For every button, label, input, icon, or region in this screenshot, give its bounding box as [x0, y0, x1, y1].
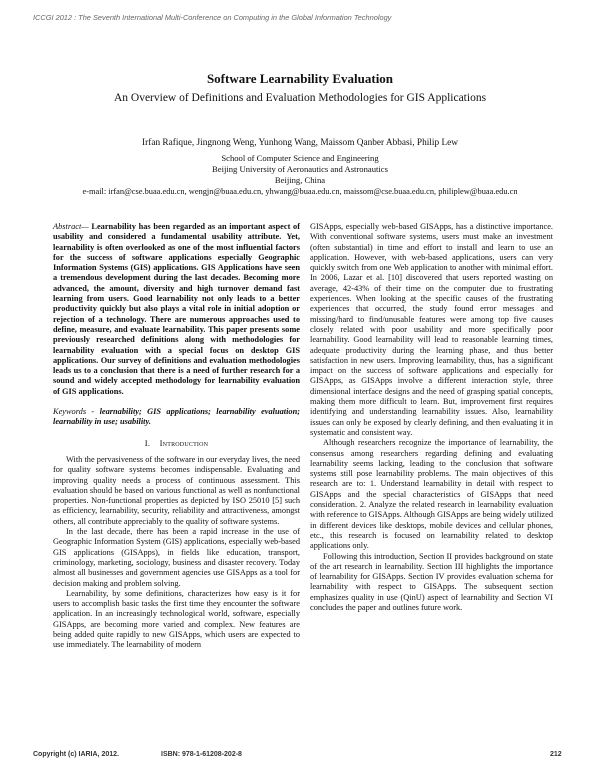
author-list: Irfan Rafique, Jingnong Weng, Yunhong Wang, Maissom Qanber Abbasi, Philip Lew — [142, 138, 458, 148]
left-column — [53, 222, 300, 651]
abstract-label: Abstract— — [53, 222, 89, 231]
paper-subtitle: An Overview of Definitions and Evaluation Methodologies for GIS Applications — [113, 92, 487, 104]
paper-title: Software Learnability Evaluation — [206, 71, 394, 86]
section-title: Introduction — [159, 437, 209, 448]
section-heading-introduction — [53, 438, 300, 448]
body-paragraph: In the last decade, there has been a rapid increase in the use of Geographic Information System (GIS) applications, especially web-based GIS applications (GISApps), in fields like education, transport, criminology, marketing, sociology, business and disaster recovery. Today almost all businesses and government agencies use GISApps as a tool for decision making and problem solving. — [53, 527, 300, 588]
body-paragraph: With the pervasiveness of the software in our everyday lives, the need for quality software systems becomes indispensable. Evaluating and improving quality needs a process of continuous assessment. This evaluation should be based on various functional as well as nonfunctional properties. Non-functional properties as depicted by ISO 25010 [5] such as efficiency, learnability, security, reliability and attractiveness, amongst others, all contribute appreciably to the quality of software systems. — [53, 454, 300, 526]
author-emails: e-mail: irfan@cse.buaa.edu.cn, wengjn@buaa.edu.cn, yhwang@buaa.edu.cn, maissom@cse.buaa.edu.cn, philiplew@buaa.edu.cn — [82, 187, 518, 196]
body-paragraph: Following this introduction, Section II provides background on state of the art research in learnability. Section III highlights the importance of learnability for GISApps. Section IV provides evaluation schema for learnability with respect to GISApps. The subsequent section emphasizes quality in use (QinU) aspect of learnability and Section VI concludes the paper and outlines future work. — [310, 551, 553, 612]
abstract-text: Learnability has been regarded as an important aspect of usability and considered a fundamental usability attribute. Yet, learnability is often overlooked as one of the most influential factors for the success of software applications especially Geographic Information Systems (GIS) applications. GIS Applications have seen a tremendous development during the last decades. Becoming more advanced, the amount, diversity and high turnover demand fast learning from users. Good learnability not only leads to a better productivity quickly but also plays a vital role in initial adoption or rejection of a technology. There are numerous approaches used to define, measure, and evaluate learnability. This paper presents some previously researched definitions along with methodologies for learnability evaluation with a special focus on desktop GIS applications. Our survey of definitions and evaluation methodologies leads us to a conclusion that there is a need of further research for a sound and widely accepted methodology for learnability evaluation of GIS applications. — [53, 222, 300, 396]
body-paragraph: Learnability, by some definitions, characterizes how easy is it for users to accomplish basic tasks the first time they encounter the software application. In an increasingly technological world, software, especially GISApps, are becoming more varied and complex. New features are being added quite rapidly to new GISApps, which users are expected to use immediately. The learnability of modern — [53, 588, 300, 650]
body-paragraph: Although researchers recognize the importance of learnability, the consensus among researchers regarding defining and evaluating learnability seems lacking, leading to the conclusion that software systems still pose learnability problems. The main objectives of this research are to: 1. Understand learnability in detail with respect to GISApps and the special characteristics of GISApps that need consideration. 2. Analyze the related research in learnability evaluation with reference to GISApps. Although GISApps are being widely utilized in different devices like desktops, mobile devices and cellular phones, etc., this research is focused on learnability related to desktop applications only. — [310, 438, 553, 551]
keywords-label: Keywords - — [53, 407, 100, 417]
affiliation-school: School of Computer Science and Engineering — [221, 153, 379, 163]
right-column — [310, 222, 553, 613]
page-number: 212 — [550, 751, 562, 758]
footer-isbn: ISBN: 978-1-61208-202-8 — [161, 751, 242, 758]
section-number: I. — [144, 437, 151, 448]
running-head: ICCGI 2012 : The Seventh International Multi-Conference on Computing in the Global Information Technology — [33, 13, 392, 22]
affiliation-university: Beijing University of Aeronautics and Astronautics — [212, 164, 388, 174]
keywords-text: learnability; GIS applications; learnability evaluation; learnability in use; usability. — [53, 407, 301, 427]
body-paragraph: GISApps, especially web-based GISApps, has a distinctive importance. With conventional software systems, users must make an investment (often substantial) in time and effort to install and learn to use an application. However, with web-based applications, users can very quickly switch from one Web application to another with minimal effort. In 2006, Lazar et al. [10] discovered that users reported wasting on average, 42-43% of their time on the computer due to frustrating experiences. When looking at the specific causes of the frustrating experiences that occurred, the study found error messages and missing/hard to find/unusable features were among top five causes closely related with poor usability and more specifically poor learnability. Good learnability will lead to reasonable learning times, adequate productivity during the learning phase, and thus better satisfaction in new users. Improving learnability, thus, has a significant impact on the success of software applications and especially for GISApps, as GISApps involve a different interaction style, three dimensional interface designs and the need of grasping spatial concepts, making them more difficult to learn. But, improvement first requires identifying and understanding learnability issues. Also, learnability issues can only be exposed by clearly defining, and then evaluating it in systematic and consistent way. — [310, 222, 553, 437]
keywords — [53, 407, 300, 428]
footer-copyright: Copyright (c) IARIA, 2012. — [33, 751, 119, 758]
abstract — [53, 222, 300, 397]
affiliation-city: Beijing, China — [274, 175, 326, 185]
